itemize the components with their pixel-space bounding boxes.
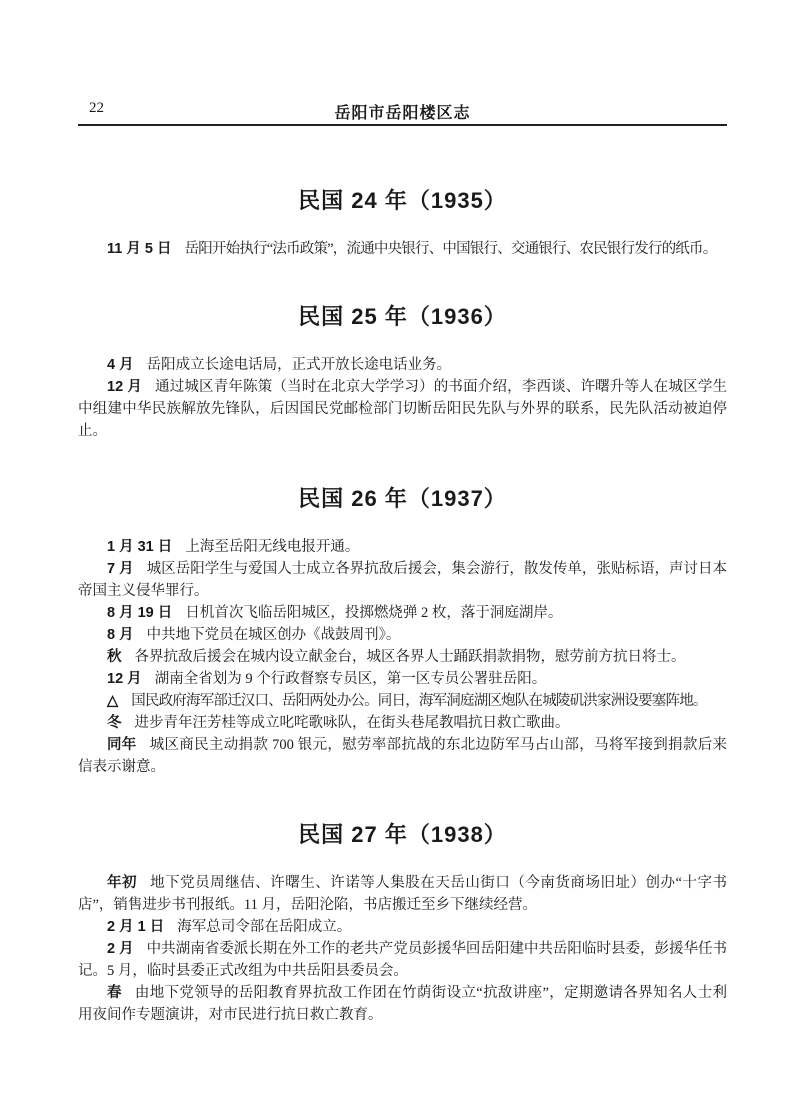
sections (78, 126, 727, 1026)
year-section (78, 188, 727, 260)
chronicle-entry: 11 月 5 日 岳阳开始执行“法币政策”，流通中央银行、中国银行、交通银行、农民银行发行的纸币。 (107, 241, 717, 257)
entry-date: 秋 (107, 649, 122, 665)
entry-date: 春 (107, 985, 122, 1001)
chronicle-entry: △ 国民政府海军部迁汉口、岳阳两处办公。同日，海军洞庭湖区炮队在城陵矶洪家洲设要塞阵地。 (107, 693, 707, 709)
entry-date: 12 月 (107, 379, 142, 395)
entry-date: 2 月 (107, 941, 134, 957)
entry-date: 冬 (107, 715, 122, 731)
section-heading: 民国 25 年（1936） (298, 304, 507, 329)
entry-date: 8 月 (107, 627, 134, 643)
entry-date: 12 月 (107, 671, 142, 687)
chronicle-entry: 12 月 湖南全省划为 9 个行政督察专员区，第一区专员公署驻岳阳。 (107, 671, 547, 687)
year-section (78, 304, 727, 442)
chronicle-entry: 同年 城区商民主动捐款 700 银元，慰劳率部抗战的东北边防军马占山部，马将军接到捐款后来信表示谢意。 (78, 737, 727, 775)
entry-date: 8 月 19 日 (107, 605, 173, 621)
chronicle-entry: 年初 地下党员周继佶、许曙生、许诺等人集股在天岳山街口（今南货商场旧址）创办“十字书店”，销售进步书刊报纸。11 月，岳阳沦陷，书店搬迁至乡下继续经营。 (78, 875, 728, 913)
year-section (78, 822, 727, 1026)
entry-date: 1 月 31 日 (107, 539, 173, 555)
entry-date: 11 月 5 日 (107, 241, 172, 257)
chronicle-entry: 1 月 31 日 上海至岳阳无线电报开通。 (107, 539, 360, 555)
section-heading: 民国 26 年（1937） (298, 486, 507, 511)
page-number: 22 (89, 100, 104, 116)
header-title: 岳阳市岳阳楼区志 (334, 105, 471, 122)
section-heading: 民国 24 年（1935） (298, 188, 507, 213)
entry-date: 年初 (107, 875, 138, 891)
entry-date: 同年 (107, 737, 137, 753)
chronicle-entry: 春 由地下党领导的岳阳教育界抗敌工作团在竹荫街设立“抗敌讲座”，定期邀请各界知名人士利用夜间作专题演讲，对市民进行抗日救亡教育。 (78, 985, 727, 1023)
chronicle-entry: 8 月 19 日 日机首次飞临岳阳城区，投掷燃烧弹 2 枚，落于洞庭湖岸。 (107, 605, 563, 621)
chronicle-entry: 8 月 中共地下党员在城区创办《战鼓周刊》。 (107, 627, 401, 643)
chronicle-entry: 冬 进步青年汪芳桂等成立叱咤歌咏队，在街头巷尾教唱抗日救亡歌曲。 (107, 715, 570, 731)
chronicle-entry: 秋 各界抗敌后援会在城内设立献金台，城区各界人士踊跃捐款捐物，慰劳前方抗日将士。 (107, 649, 686, 665)
page-header (78, 99, 727, 126)
entry-date: 2 月 1 日 (107, 919, 165, 935)
chronicle-entry: 12 月 通过城区青年陈策（当时在北京大学学习）的书面介绍，李西谈、许曙升等人在城区学生中组建中华民族解放先锋队，后因国民党邮检部门切断岳阳民先队与外界的联系，民先队活动被迫停止。 (78, 379, 727, 439)
section-heading: 民国 27 年（1938） (298, 822, 507, 847)
chronicle-entry: 2 月 1 日 海军总司令部在岳阳成立。 (107, 919, 352, 935)
chronicle-entry: 4 月 岳阳成立长途电话局，正式开放长途电话业务。 (107, 357, 452, 373)
entry-date: △ (107, 693, 119, 709)
chronicle-entry: 2 月 中共湖南省委派长期在外工作的老共产党员彭援华回岳阳建中共岳阳临时县委，彭援华任书记。5 月，临时县委正式改组为中共岳阳县委员会。 (78, 941, 728, 979)
chronicle-entry: 7 月 城区岳阳学生与爱国人士成立各界抗敌后援会，集会游行，散发传单，张贴标语，声讨日本帝国主义侵华罪行。 (78, 561, 728, 599)
entry-date: 7 月 (107, 561, 134, 577)
entry-date: 4 月 (107, 357, 134, 373)
year-section (78, 486, 727, 778)
